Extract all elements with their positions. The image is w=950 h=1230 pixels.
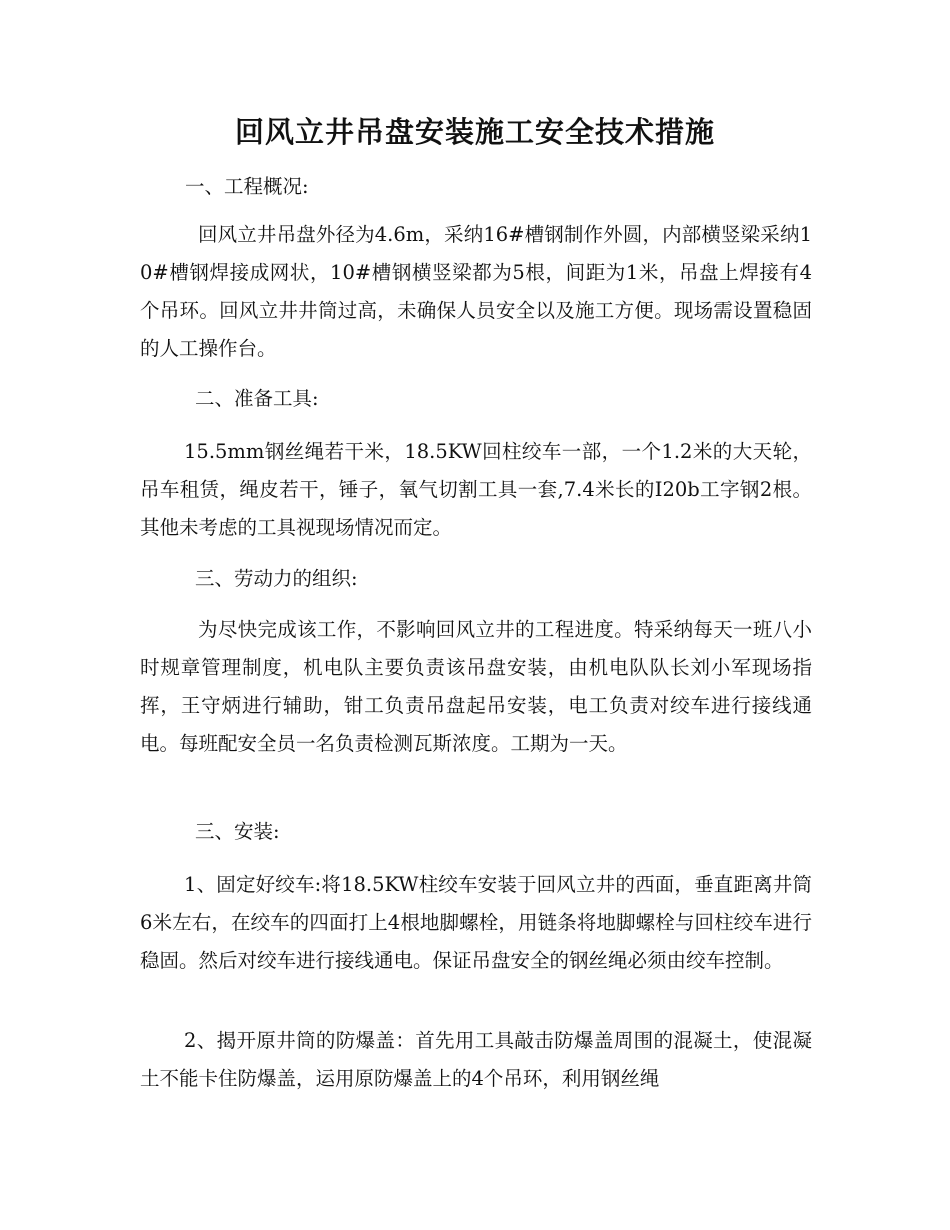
section-heading-tools: 二、准备工具:	[195, 387, 319, 410]
paragraph-tools: 15.5mm钢丝绳若干米，18.5KW回柱绞车一部，一个1.2米的大天轮，吊车租赁，绳皮若干，锤子，氧气切割工具一套,7.4米长的I20b工字钢2根。其他未考虑的工具视现场情况而定。	[140, 440, 812, 539]
paragraph-installation-step-2: 2、揭开原井筒的防爆盖：首先用工具敲击防爆盖周围的混凝土，使混凝土不能卡住防爆盖，运用原防爆盖上的4个吊环，利用钢丝绳	[140, 1029, 812, 1090]
paragraph-overview: 回风立井吊盘外径为4.6m，采纳16#槽钢制作外圆，内部横竖梁采纳10#槽钢焊接成网状，10#槽钢横竖梁都为5根，间距为1米，吊盘上焊接有4个吊环。回风立井井筒过高，未确保人员安全以及施工方便。现场需设置稳固的人工操作台。	[140, 223, 812, 360]
section-heading-installation: 三、安装:	[195, 820, 280, 843]
paragraph-installation-step-1: 1、固定好绞车:将18.5KW柱绞车安装于回风立井的西面，垂直距离井筒6米左右，在绞车的四面打上4根地脚螺栓，用链条将地脚螺栓与回柱绞车进行稳固。然后对绞车进行接线通电。保证吊盘安全的钢丝绳必须由绞车控制。	[140, 873, 812, 972]
paragraph-labor: 为尽快完成该工作，不影响回风立井的工程进度。特采纳每天一班八小时规章管理制度，机电队主要负责该吊盘安装，由机电队队长刘小军现场指挥，王守炳进行辅助，钳工负责吊盘起吊安装，电工负责对绞车进行接线通电。每班配安全员一名负责检测瓦斯浓度。工期为一天。	[140, 618, 812, 755]
section-heading-overview: 一、工程概况:	[185, 175, 309, 198]
section-heading-labor: 三、劳动力的组织:	[195, 567, 358, 590]
document-title: 回风立井吊盘安装施工安全技术措施	[234, 115, 715, 149]
